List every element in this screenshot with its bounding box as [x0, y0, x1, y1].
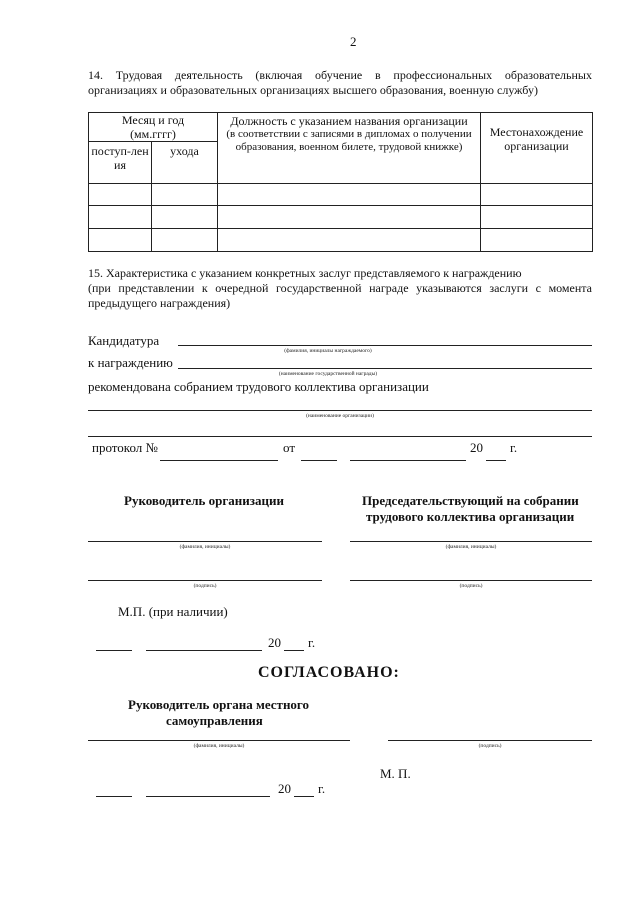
- sign-date-year-prefix: 20: [268, 635, 281, 650]
- protocol-from-label: от: [283, 440, 296, 455]
- hint-chair-name: (фамилия, инициалы): [445, 544, 497, 550]
- section-14-title-line1: 14. Трудовая деятельность (включая обучение в профессиональных образовательных: [88, 68, 592, 82]
- agreed-stamp: М. П.: [380, 766, 411, 781]
- sign-date-month-line[interactable]: [146, 650, 262, 651]
- start-header: поступ-ления: [89, 142, 152, 184]
- table-cell[interactable]: [218, 229, 481, 252]
- head-signature-line[interactable]: [88, 580, 322, 581]
- table-cell[interactable]: [481, 229, 593, 252]
- agreed-date-year-prefix: 20: [278, 781, 291, 796]
- agreed-date-year-line[interactable]: [294, 796, 314, 797]
- stamp-placeholder: М.П. (при наличии): [118, 604, 228, 619]
- hint-candidate-name: (фамилия, инициалы награждаемого): [284, 348, 372, 354]
- hint-chair-signature: (подпись): [459, 583, 483, 589]
- position-header-title: Должность с указанием названия организации: [230, 114, 468, 128]
- table-cell[interactable]: [218, 206, 481, 229]
- agreed-title: СОГЛАСОВАНО:: [258, 664, 400, 681]
- authority-title-line1: Руководитель органа местного: [128, 697, 310, 712]
- table-cell[interactable]: [89, 206, 152, 229]
- section-15-title-line2: (при представлении к очередной государственной награде указываются заслуги с момента: [88, 281, 592, 295]
- hint-organization-name: (наименование организации): [306, 413, 374, 419]
- table-cell[interactable]: [152, 206, 218, 229]
- hint-head-name: (фамилия, инициалы): [179, 544, 231, 550]
- month-year-header: [89, 113, 218, 142]
- sign-date-year-suffix: г.: [308, 635, 316, 650]
- organization-name-line[interactable]: [88, 410, 592, 411]
- table-cell[interactable]: [218, 184, 481, 206]
- table-cell[interactable]: [89, 184, 152, 206]
- section-14-title-line2: организациях и образовательных организациях высшего образования, военную службу): [88, 83, 538, 97]
- position-header-note: (в соответствии с записями в дипломах о получении образования, военном билете, трудовой книжке): [226, 128, 472, 153]
- protocol-year-suffix: г.: [510, 440, 518, 455]
- to-award-label: к награждению: [88, 355, 173, 370]
- sign-date-year-line[interactable]: [284, 650, 304, 651]
- location-header: Местонахождение организации: [481, 113, 593, 184]
- hint-authority-name: (фамилия, инициалы): [193, 743, 245, 749]
- month-year-label: Месяц и год: [121, 113, 185, 127]
- table-row: [89, 229, 593, 252]
- protocol-year-prefix: 20: [470, 440, 483, 455]
- agreed-date-year-suffix: г.: [318, 781, 326, 796]
- section-15-title-line3: предыдущего награждения): [88, 296, 231, 310]
- chair-title-line1: Председательствующий на собрании: [362, 493, 579, 508]
- agreed-date-day-line[interactable]: [96, 796, 132, 797]
- table-cell[interactable]: [152, 229, 218, 252]
- table-row: [89, 184, 593, 206]
- page-number: 2: [350, 34, 357, 49]
- chair-name-line[interactable]: [350, 541, 592, 542]
- table-cell[interactable]: [89, 229, 152, 252]
- authority-signature-line[interactable]: [388, 740, 592, 741]
- table-row: [89, 206, 593, 229]
- protocol-number-line[interactable]: [160, 460, 278, 461]
- head-name-line[interactable]: [88, 541, 322, 542]
- sign-date-day-line[interactable]: [96, 650, 132, 651]
- section-15-title-line1: 15. Характеристика с указанием конкретных заслуг представляемого к награждению: [88, 266, 522, 280]
- hint-authority-signature: (подпись): [478, 743, 502, 749]
- candidate-name-line[interactable]: [178, 345, 592, 346]
- position-header: [218, 113, 481, 184]
- head-of-organization-title: Руководитель организации: [124, 493, 284, 508]
- hint-head-signature: (подпись): [193, 583, 217, 589]
- protocol-label: протокол №: [92, 440, 158, 455]
- recommended-text: рекомендована собранием трудового коллектива организации: [88, 379, 429, 394]
- table-cell[interactable]: [481, 184, 593, 206]
- organization-name-line-2[interactable]: [88, 436, 592, 437]
- end-header: ухода: [152, 142, 218, 184]
- candidacy-label: Кандидатура: [88, 333, 160, 348]
- table-cell[interactable]: [152, 184, 218, 206]
- agreed-date-month-line[interactable]: [146, 796, 270, 797]
- authority-title-line2: самоуправления: [166, 713, 263, 728]
- table-cell[interactable]: [481, 206, 593, 229]
- chair-title-line2: трудового коллектива организации: [366, 509, 575, 524]
- protocol-month-line[interactable]: [350, 460, 466, 461]
- award-name-line[interactable]: [178, 368, 592, 369]
- protocol-day-line[interactable]: [301, 460, 337, 461]
- protocol-year-line[interactable]: [486, 460, 506, 461]
- authority-name-line[interactable]: [88, 740, 350, 741]
- hint-award-name: (наименование государственной награды): [278, 371, 378, 377]
- month-year-format: (мм.гггг): [130, 127, 176, 141]
- employment-table: [88, 112, 593, 252]
- chair-signature-line[interactable]: [350, 580, 592, 581]
